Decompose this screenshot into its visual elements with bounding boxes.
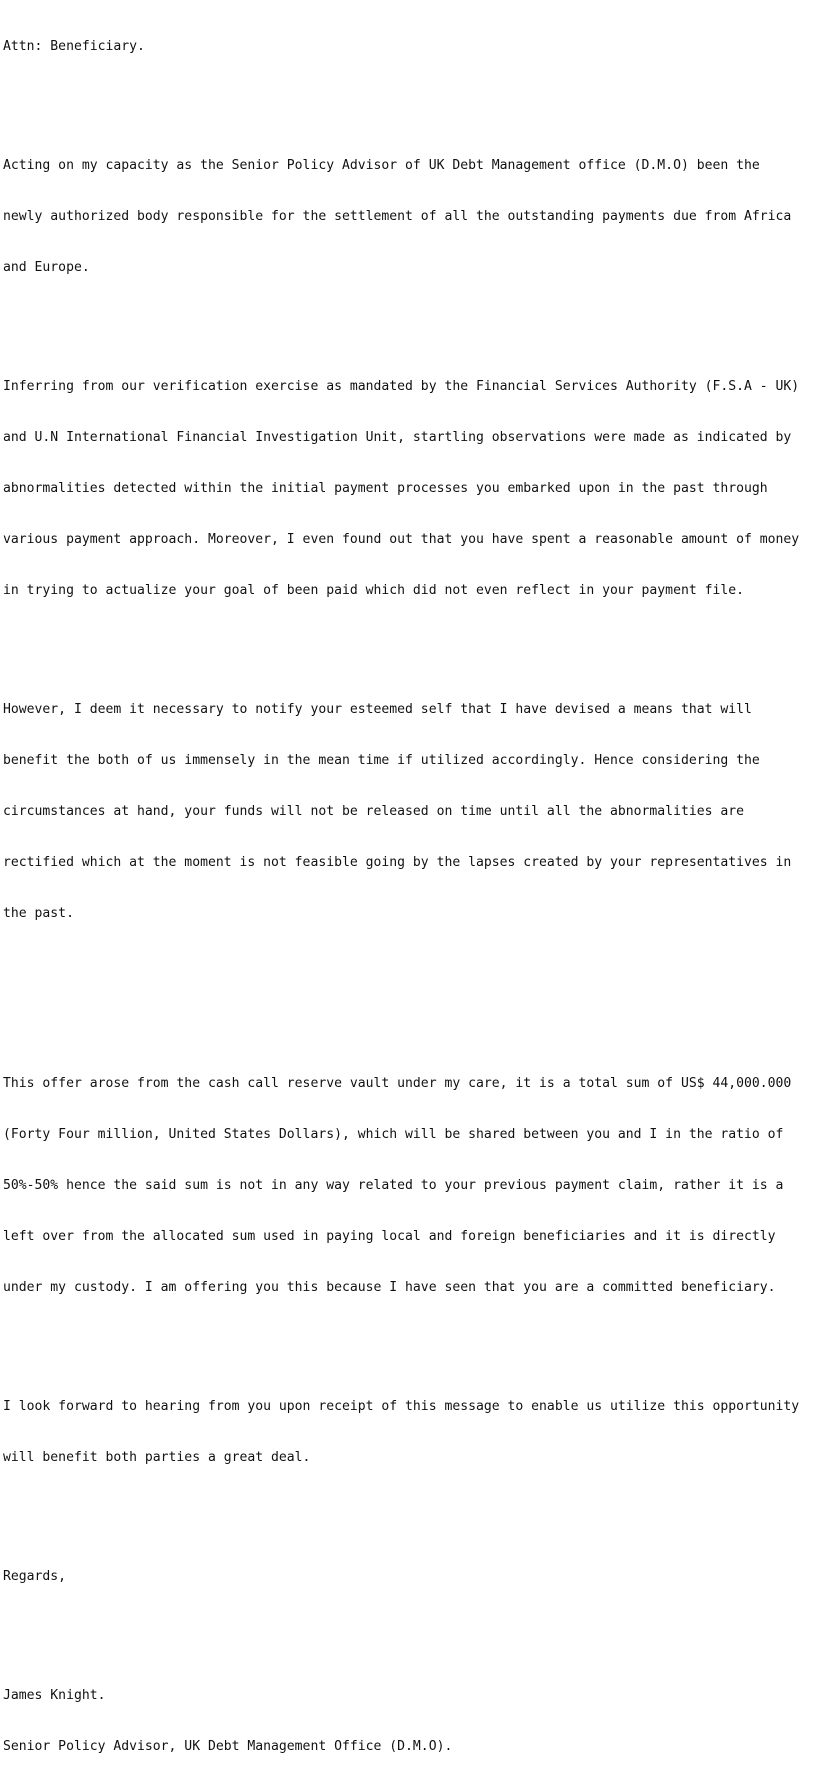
paragraph-2-line-3: abnormalities detected within the initial payment processes you embarked upon in the past through bbox=[3, 481, 768, 496]
blank-line bbox=[3, 89, 813, 106]
paragraph-2-line-5: in trying to actualize your goal of been paid which did not even reflect in your payment file. bbox=[3, 583, 745, 598]
paragraph-3-line-3: circumstances at hand, your funds will not be released on time until all the abnormalities are bbox=[3, 804, 745, 819]
paragraph-3-line-1: However, I deem it necessary to notify your esteemed self that I have devised a means that will bbox=[3, 702, 752, 717]
paragraph-4-line-4: left over from the allocated sum used in paying local and foreign beneficiaries and it is directly bbox=[3, 1229, 776, 1244]
paragraph-3-line-4: rectified which at the moment is not feasible going by the lapses created by your representatives in bbox=[3, 855, 792, 870]
blank-line bbox=[3, 1619, 813, 1636]
paragraph-3-line-2: benefit the both of us immensely in the mean time if utilized accordingly. Hence considering the bbox=[3, 753, 760, 768]
blank-line bbox=[3, 1500, 813, 1517]
paragraph-2-line-4: various payment approach. Moreover, I even found out that you have spent a reasonable amount of money bbox=[3, 532, 800, 547]
paragraph-1-line-1: Acting on my capacity as the Senior Policy Advisor of UK Debt Management office (D.M.O) been the bbox=[3, 158, 760, 173]
paragraph-2-line-1: Inferring from our verification exercise as mandated by the Financial Services Authority (F.S.A - UK) bbox=[3, 379, 800, 394]
paragraph-3-line-5: the past. bbox=[3, 906, 74, 921]
signature-title: Senior Policy Advisor, UK Debt Management Office (D.M.O). bbox=[3, 1739, 453, 1754]
blank-line bbox=[3, 633, 813, 650]
paragraph-4-line-1: This offer arose from the cash call reserve vault under my care, it is a total sum of US$ 44,000.000 bbox=[3, 1076, 792, 1091]
email-body bbox=[3, 4, 813, 1772]
paragraph-2-line-2: and U.N International Financial Investigation Unit, startling observations were made as indicated by bbox=[3, 430, 792, 445]
paragraph-4-line-5: under my custody. I am offering you this because I have seen that you are a committed beneficiary. bbox=[3, 1280, 776, 1295]
greeting-line: Attn: Beneficiary. bbox=[3, 39, 145, 54]
blank-line bbox=[3, 1007, 813, 1024]
closing-line: Regards, bbox=[3, 1569, 67, 1584]
signature-name: James Knight. bbox=[3, 1688, 106, 1703]
paragraph-5-line-1: I look forward to hearing from you upon receipt of this message to enable us utilize this opportunity bbox=[3, 1399, 800, 1414]
paragraph-4-line-3: 50%-50% hence the said sum is not in any way related to your previous payment claim, rather it is a bbox=[3, 1178, 784, 1193]
blank-line bbox=[3, 310, 813, 327]
paragraph-5-line-2: will benefit both parties a great deal. bbox=[3, 1450, 311, 1465]
blank-line bbox=[3, 956, 813, 973]
blank-line bbox=[3, 1330, 813, 1347]
paragraph-4-line-2: (Forty Four million, United States Dollars), which will be shared between you and I in the ratio of bbox=[3, 1127, 784, 1142]
paragraph-1-line-2: newly authorized body responsible for the settlement of all the outstanding payments due from Africa bbox=[3, 209, 792, 224]
paragraph-1-line-3: and Europe. bbox=[3, 260, 90, 275]
